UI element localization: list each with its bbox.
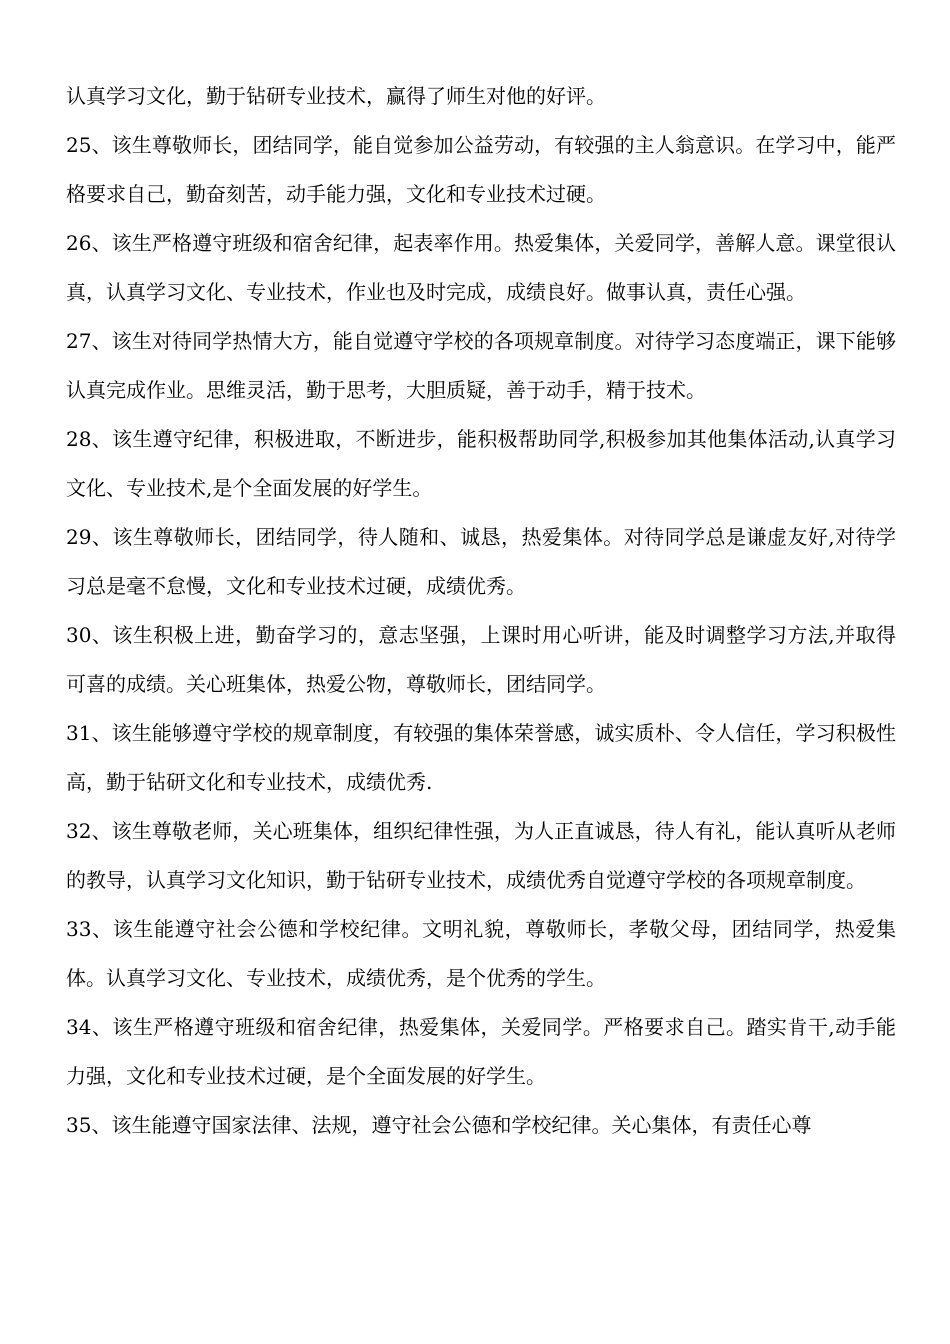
paragraph-comment-29: 29、该生尊敬师长，团结同学，待人随和、诚恳，热爱集体。对待同学总是谦虚友好,对待学习总是毫不怠慢，文化和专业技术过硬，成绩优秀。 <box>66 525 896 598</box>
document-body <box>66 72 896 1150</box>
paragraph-comment-26: 26、该生严格遵守班级和宿舍纪律，起表率作用。热爱集体，关爱同学，善解人意。课堂很认真，认真学习文化、专业技术，作业也及时完成，成绩良好。做事认真，责任心强。 <box>66 231 896 304</box>
paragraph-comment-31: 31、该生能够遵守学校的规章制度，有较强的集体荣誉感，诚实质朴、令人信任，学习积极性高，勤于钻研文化和专业技术，成绩优秀. <box>66 721 896 794</box>
paragraph-comment-25: 25、该生尊敬师长，团结同学，能自觉参加公益劳动，有较强的主人翁意识。在学习中，能严格要求自己，勤奋刻苦，动手能力强，文化和专业技术过硬。 <box>66 133 896 206</box>
paragraph-comment-27: 27、该生对待同学热情大方，能自觉遵守学校的各项规章制度。对待学习态度端正，课下能够认真完成作业。思维灵活，勤于思考，大胆质疑，善于动手，精于技术。 <box>66 329 896 402</box>
paragraph-comment-32: 32、该生尊敬老师，关心班集体，组织纪律性强，为人正直诚恳，待人有礼，能认真听从老师的教导，认真学习文化知识，勤于钻研专业技术，成绩优秀自觉遵守学校的各项规章制度。 <box>66 819 896 892</box>
paragraph-comment-33: 33、该生能遵守社会公德和学校纪律。文明礼貌，尊敬师长，孝敬父母，团结同学，热爱集体。认真学习文化、专业技术，成绩优秀，是个优秀的学生。 <box>66 917 896 990</box>
paragraph-comment-34: 34、该生严格遵守班级和宿舍纪律，热爱集体，关爱同学。严格要求自己。踏实肯干,动手能力强，文化和专业技术过硬，是个全面发展的好学生。 <box>66 1015 896 1088</box>
paragraph-comment-30: 30、该生积极上进，勤奋学习的，意志坚强，上课时用心听讲，能及时调整学习方法,并取得可喜的成绩。关心班集体，热爱公物，尊敬师长，团结同学。 <box>66 623 896 696</box>
paragraph-comment-35: 35、该生能遵守国家法律、法规，遵守社会公德和学校纪律。关心集体，有责任心尊 <box>66 1113 812 1137</box>
paragraph-comment-28: 28、该生遵守纪律，积极进取，不断进步，能积极帮助同学,积极参加其他集体活动,认真学习文化、专业技术,是个全面发展的好学生。 <box>66 427 896 500</box>
paragraph-continuation: 认真学习文化，勤于钻研专业技术，赢得了师生对他的好评。 <box>66 84 606 108</box>
